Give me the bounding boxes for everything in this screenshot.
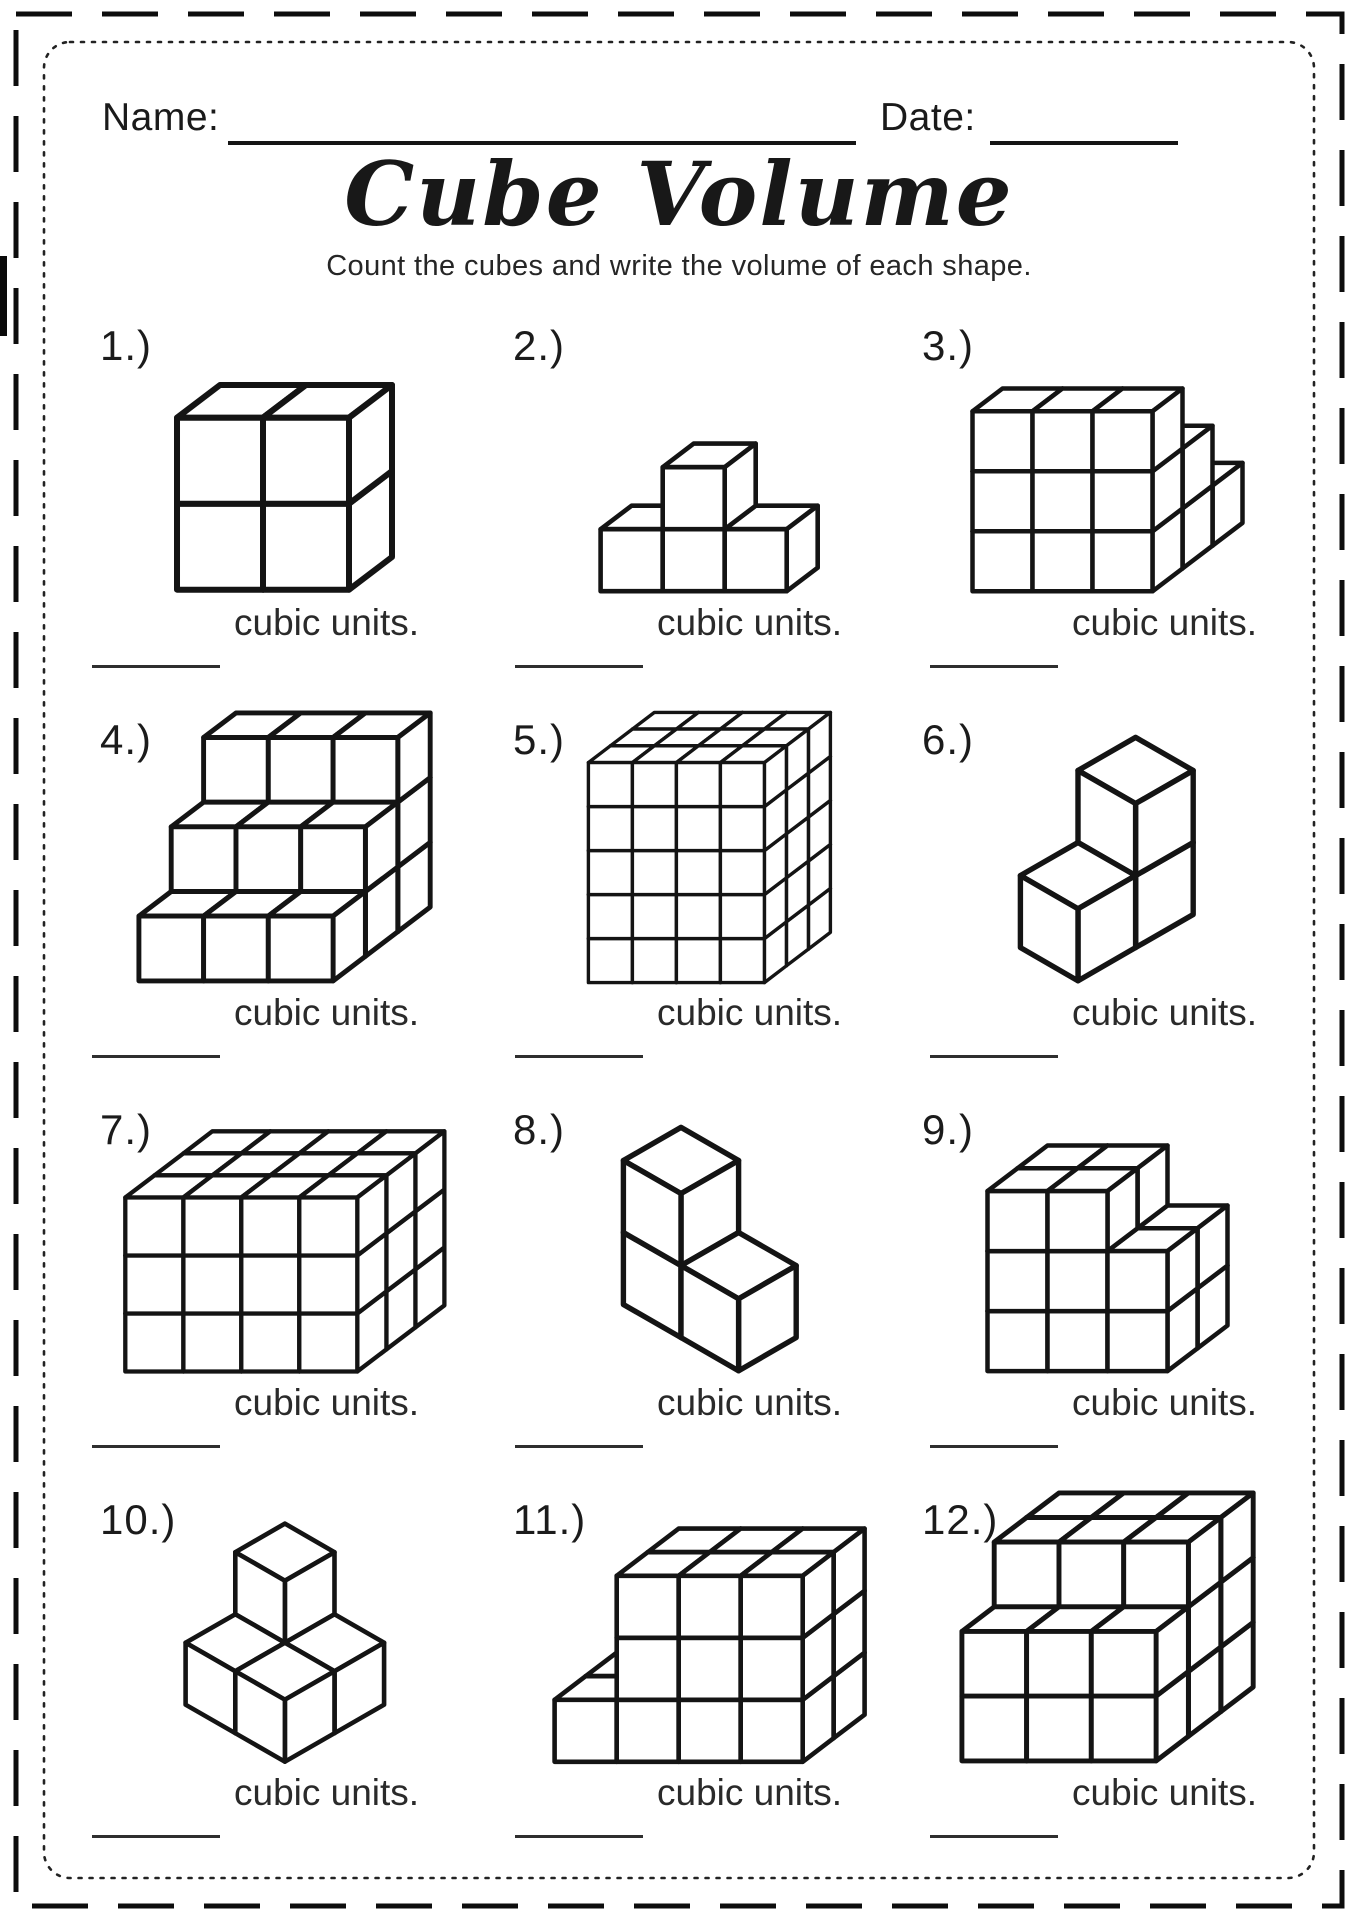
cubic-units-label: cubic units. [234,1772,420,1813]
problem-number: 1.) [100,322,153,369]
answer-row [62,992,507,1058]
answer-blank[interactable] [92,1411,220,1448]
problem-cell [507,300,912,668]
problem-cell [912,668,1302,1058]
answer-blank[interactable] [92,631,220,668]
answer-blank[interactable] [92,1801,220,1838]
date-input-line[interactable] [990,141,1178,145]
answer-row [912,602,1302,668]
problem-cell [62,300,507,668]
cubic-units-label: cubic units. [1072,1772,1258,1813]
cubic-units-label: cubic units. [657,602,843,643]
answer-row [507,992,912,1058]
cubic-units-label: cubic units. [234,992,420,1033]
problem-cell [912,1448,1302,1838]
problem-cell [62,1448,507,1838]
cubic-units-label: cubic units. [234,1382,420,1423]
problem-number: 7.) [100,1106,153,1153]
problem-number: 4.) [100,716,153,763]
answer-blank[interactable] [515,631,643,668]
answer-blank[interactable] [92,1021,220,1058]
problem-number: 12.) [922,1496,999,1543]
cubic-units-label: cubic units. [657,1382,843,1423]
instructions: Count the cubes and write the volume of each shape. [326,250,1032,282]
problem-cell [507,1058,912,1448]
problem-number: 5.) [513,716,566,763]
answer-blank[interactable] [515,1801,643,1838]
answer-row [62,1382,507,1448]
answer-blank[interactable] [930,1021,1058,1058]
answer-row [507,602,912,668]
cube-figure [507,1058,912,1376]
cubic-units-label: cubic units. [657,992,843,1033]
problem-number: 8.) [513,1106,566,1153]
problem-number: 3.) [922,322,975,369]
problem-cell [507,1448,912,1838]
cubic-units-label: cubic units. [1072,602,1258,643]
answer-blank[interactable] [930,1801,1058,1838]
answer-row [507,1382,912,1448]
answer-row [62,602,507,668]
problems-grid [62,300,1302,1838]
problem-cell [62,1058,507,1448]
cubic-units-label: cubic units. [234,602,420,643]
problem-cell [912,300,1302,668]
problem-number: 10.) [100,1496,177,1543]
problem-number: 11.) [513,1496,587,1543]
answer-blank[interactable] [515,1411,643,1448]
answer-row [912,1772,1302,1838]
problem-cell [62,668,507,1058]
answer-row [507,1772,912,1838]
problem-cell [912,1058,1302,1448]
cubic-units-label: cubic units. [657,1772,843,1813]
cubic-units-label: cubic units. [1072,1382,1258,1423]
answer-blank[interactable] [930,1411,1058,1448]
cubic-units-label: cubic units. [1072,992,1258,1033]
cube-figure [507,668,912,986]
name-label: Name: [102,96,220,139]
answer-row [912,1382,1302,1448]
answer-blank[interactable] [930,631,1058,668]
problem-cell [507,668,912,1058]
date-label: Date: [880,96,976,139]
problem-number: 9.) [922,1106,975,1153]
cube-figure [507,300,912,596]
answer-row [912,992,1302,1058]
problem-number: 2.) [513,322,566,369]
answer-blank[interactable] [515,1021,643,1058]
answer-row [62,1772,507,1838]
page-title: Cube Volume [344,142,1014,246]
problem-number: 6.) [922,716,975,763]
